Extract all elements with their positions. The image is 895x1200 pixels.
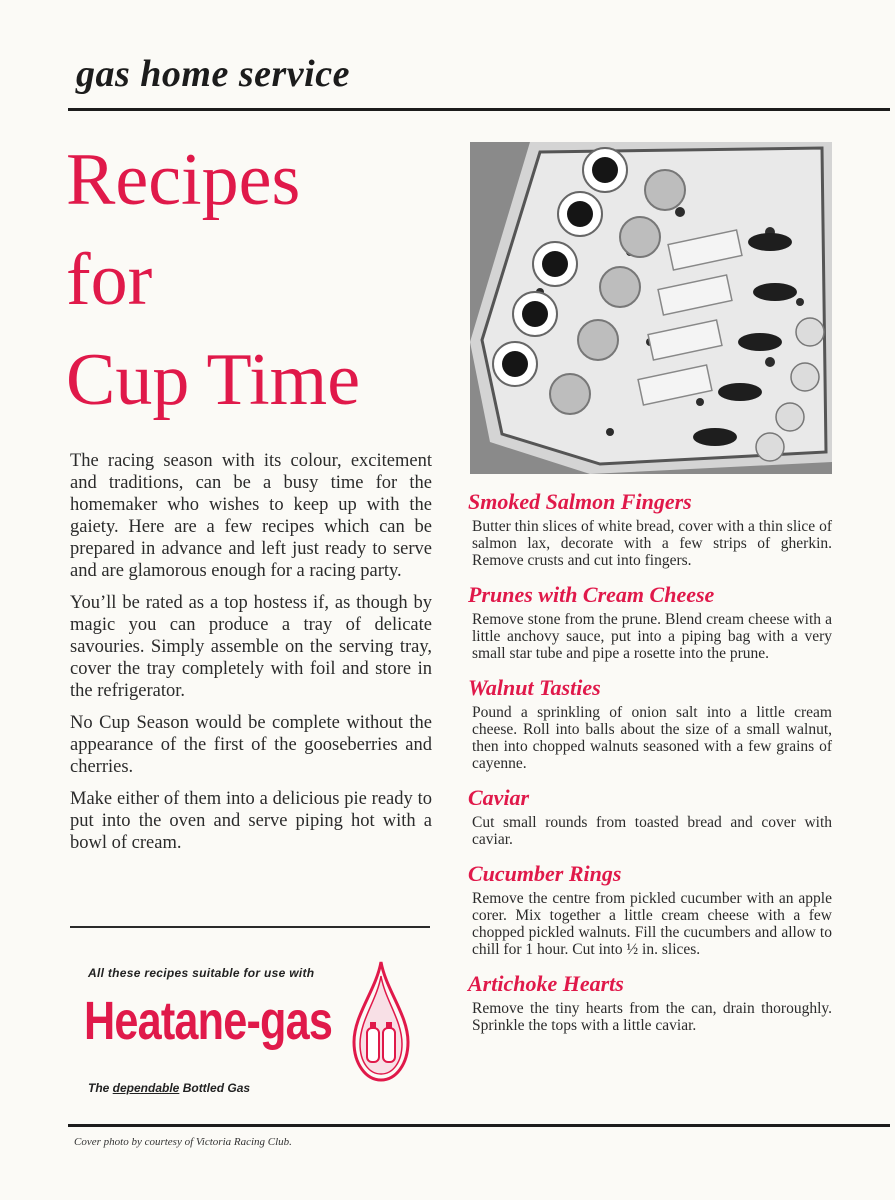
recipe-item — [468, 784, 832, 848]
intro-divider — [70, 926, 430, 928]
photo-credit: Cover photo by courtesy of Victoria Racing Club. — [74, 1136, 292, 1148]
recipe-text: Pound a sprinkling of onion salt into a little cream cheese. Roll into balls about the size of a small walnut, then into chopped walnuts seasoned with a few grains of cayenne. — [472, 704, 832, 772]
intro-paragraph: The racing season with its colour, excitement and traditions, can be a busy time for the homemaker who wishes to keep up with the gaiety. Here are a few recipes which can be prepared in advance and left just ready to serve and are glamorous enough for a racing party. — [70, 451, 432, 581]
recipe-text: Butter thin slices of white bread, cover with a thin slice of salmon lax, decorate with a few strips of gherkin. Remove crusts and cut into fingers. — [472, 518, 832, 569]
recipe-title: Artichoke Hearts — [468, 971, 624, 996]
recipe-item — [468, 970, 832, 1034]
tagline-suffix: Bottled Gas — [179, 1081, 251, 1095]
recipe-item — [468, 860, 832, 958]
header-divider — [68, 108, 890, 111]
header-title: gas home service — [76, 53, 350, 95]
flame-logo-icon — [352, 960, 410, 1082]
intro-paragraph: No Cup Season would be complete without the appearance of the first of the gooseberries and cherries. — [70, 713, 432, 777]
title-line: for — [66, 239, 153, 321]
recipe-item — [468, 581, 832, 662]
tagline-emphasis: dependable — [112, 1081, 180, 1095]
intro-paragraph: Make either of them into a delicious pie ready to put into the oven and serve piping hot with a bowl of cream. — [70, 789, 432, 853]
hors-doeuvres-tray-photo — [470, 142, 832, 474]
ad-caption: All these recipes suitable for use with — [88, 966, 315, 980]
recipe-text: Cut small rounds from toasted bread and cover with caviar. — [472, 814, 832, 848]
recipe-title: Cucumber Rings — [468, 861, 622, 886]
recipe-title: Prunes with Cream Cheese — [468, 582, 715, 607]
recipe-item — [468, 674, 832, 772]
page-title — [66, 130, 456, 430]
recipe-title: Walnut Tasties — [468, 675, 601, 700]
recipe-item — [468, 488, 832, 569]
recipe-text: Remove the centre from pickled cucumber with an apple corer. Mix together a little cream cheese with a few chopped pickled walnuts. Fill the cucumbers and allow to chill for 1 hour. Cut into ½ in. slices. — [472, 890, 832, 958]
recipe-title: Smoked Salmon Fingers — [468, 489, 692, 514]
intro-paragraph: You’ll be rated as a top hostess if, as though by magic you can produce a tray of delicate savouries. Simply assemble on the serving tray, cover the tray completely with foil and store in the refrigerator. — [70, 593, 432, 701]
intro-text — [70, 450, 432, 864]
ad-brand-name: Heatane-gas — [84, 991, 333, 1051]
recipe-text: Remove the tiny hearts from the can, drain thoroughly. Sprinkle the tops with a little caviar. — [472, 1000, 832, 1034]
recipe-list — [468, 488, 832, 1046]
tagline-prefix: The — [88, 1081, 113, 1095]
recipe-text: Remove stone from the prune. Blend cream cheese with a little anchovy sauce, put into a piping bag with a very small star tube and pipe a rosette into the prune. — [472, 611, 832, 662]
footer-divider — [68, 1124, 890, 1127]
title-line: Recipes — [66, 139, 301, 221]
ad-tagline — [88, 1081, 250, 1095]
title-line: Cup Time — [66, 339, 361, 421]
recipe-title: Caviar — [468, 785, 530, 810]
